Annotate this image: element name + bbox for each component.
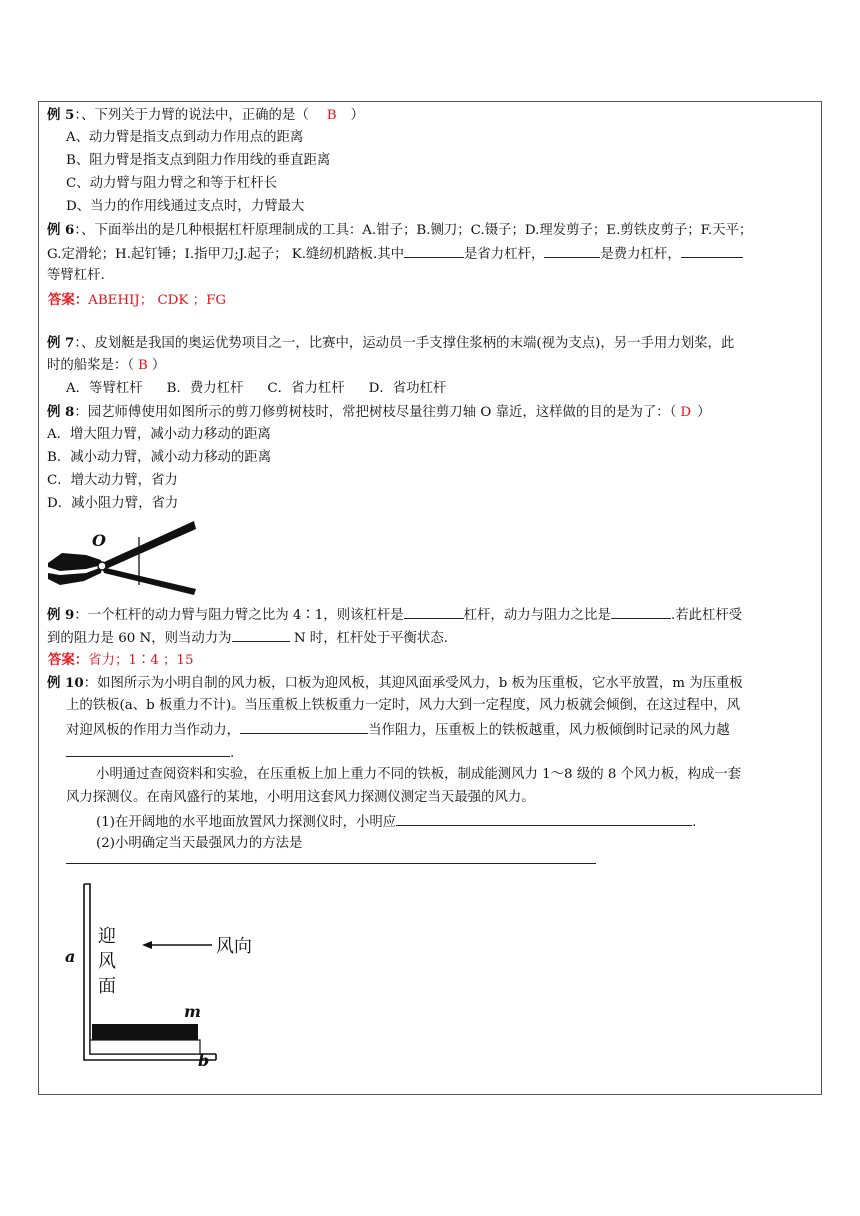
q10-blank-3[interactable] <box>396 812 692 826</box>
label-m: m <box>184 1002 201 1021</box>
label-b: b <box>198 1051 210 1070</box>
scissors-figure <box>46 515 198 597</box>
q7-line1: 例 7：、皮划艇是我国的奥运优势项目之一，比赛中，运动员一手支撑住浆柄的末端(视为支点)，另一手用力划桨，此 <box>47 335 735 351</box>
q10-sub1: (1)在开阔地的水平地面放置风力探测仪时，小明应 . <box>96 812 696 832</box>
q9-blank-1[interactable] <box>404 605 464 619</box>
q9-label: 例 9 <box>47 607 75 623</box>
q10-line3: 对迎风板的作用力当作动力， 当作阻力，压重板上的铁板越重，风力板倾倒时记录的风力越 <box>66 720 730 740</box>
q10-label: 例 10 <box>47 675 84 691</box>
q10-blank-1[interactable] <box>240 720 368 734</box>
q9-blank-2[interactable] <box>611 605 671 619</box>
q5-option-b: B、阻力臂是指支点到阻力作用线的垂直距离 <box>66 153 331 168</box>
q10-line2: 上的铁板(a、b 板重力不计)。当压重板上铁板重力一定时，风力大到一定程度，风力板就会倾倒，在这过程中，风 <box>66 698 741 713</box>
q8-option-d: D．减小阻力臂，省力 <box>47 496 179 511</box>
q8-option-b: B．减小动力臂，减小动力移动的距离 <box>47 450 272 465</box>
q7-line2: 时的船桨是：（ B ） <box>47 358 166 373</box>
q7-options: A．等臂杠杆 B．费力杠杆 C．省力杠杆 D．省功杠杆 <box>66 381 447 396</box>
scissors-pivot <box>98 562 106 570</box>
q8-answer: D <box>680 405 692 420</box>
q10-blank-4[interactable] <box>66 863 596 864</box>
wind-direction-label: 风向 <box>216 936 252 957</box>
q6-blank-3[interactable] <box>681 244 743 258</box>
q7-answer: B <box>138 358 148 373</box>
q5-answer: B <box>326 108 337 123</box>
q8-label: 例 8 <box>47 404 75 420</box>
q10-line4: . <box>66 743 234 763</box>
q7-label: 例 7 <box>47 335 75 351</box>
q9-line2: 到的阻力是 60 N，则当动力为 N 时，杠杆处于平衡状态. <box>47 628 448 648</box>
q6-line3: 等臂杠杆. <box>47 268 105 283</box>
q6-blank-1[interactable] <box>404 244 464 258</box>
q6-blank-2[interactable] <box>544 244 600 258</box>
q9-blank-3[interactable] <box>232 628 290 642</box>
q8-stem: 例 8：园艺师傅使用如图所示的剪刀修剪树枝时，常把树枝尽量往剪刀轴 O 靠近，这样做的目的是为了：（ D ） <box>47 404 711 420</box>
q5-label: 例 5 <box>47 107 75 123</box>
label-a: a <box>65 947 76 966</box>
q9-line1: 例 9：一个杠杆的动力臂与阻力臂之比为 4∶1，则该杠杆是 杠杆，动力与阻力之比是 .若此杠杆受 <box>47 607 743 623</box>
weight-board <box>90 1040 200 1054</box>
q5-option-d: D、当力的作用线通过支点时，力臂最大 <box>66 199 305 214</box>
scissors-handle-lower <box>102 567 196 595</box>
q5-option-a: A、动力臂是指支点到动力作用点的距离 <box>66 130 304 145</box>
q5-option-c: C、动力臂与阻力臂之和等于杠杆长 <box>66 176 278 191</box>
scissors-blade-upper <box>48 553 102 571</box>
windward-face-char-3: 面 <box>98 976 116 997</box>
q6-line2: G.定滑轮；H.起钉锤；I.指甲刀;J.起子； K.缝纫机踏板.其中 是省力杠杆， 是费力杠杆， <box>47 244 743 264</box>
q6-line1: 例 6：、下面举出的是几种根据杠杆原理制成的工具：A.钳子；B.铡刀；C.镊子；D.理发剪子；E.剪铁皮剪子；F.天平； <box>47 222 753 238</box>
wind-arrow-head-icon <box>142 941 152 949</box>
q8-option-c: C．增大动力臂，省力 <box>47 473 178 488</box>
q10-blank-2[interactable] <box>66 743 230 757</box>
scissors-handle-upper <box>102 521 196 569</box>
q5-stem: 例 5：、下列关于力臂的说法中，正确的是（ B ） <box>47 107 364 123</box>
q10-para1: 小明通过查阅资料和实验，在压重板上加上重力不同的铁板，制成能测风力 1～8 级的 8 个风力板，构成一套 <box>96 767 742 782</box>
windward-face-char-1: 迎 <box>98 926 116 947</box>
q10-line1: 例 10：如图所示为小明自制的风力板，口板为迎风板，其迎风面承受风力，b 板为压重板，它水平放置，m 为压重板 <box>47 675 743 691</box>
q6-label: 例 6 <box>47 222 75 238</box>
wind-board-figure <box>56 876 266 1072</box>
q9-answer: 答案：省力；1∶4 ；15 <box>48 652 194 668</box>
windward-face-char-2: 风 <box>98 951 116 972</box>
iron-plate-m <box>92 1024 198 1040</box>
q6-answer: 答案：ABEHIJ； CDK ；FG <box>48 292 227 308</box>
q8-option-a: A．增大阻力臂，减小动力移动的距离 <box>47 427 271 442</box>
scissors-pivot-label: O <box>92 531 106 550</box>
q10-sub2: (2)小明确定当天最强风力的方法是 <box>96 836 303 851</box>
q10-para2: 风力探测仪。在南风盛行的某地，小明用这套风力探测仪测定当天最强的风力。 <box>66 790 535 805</box>
